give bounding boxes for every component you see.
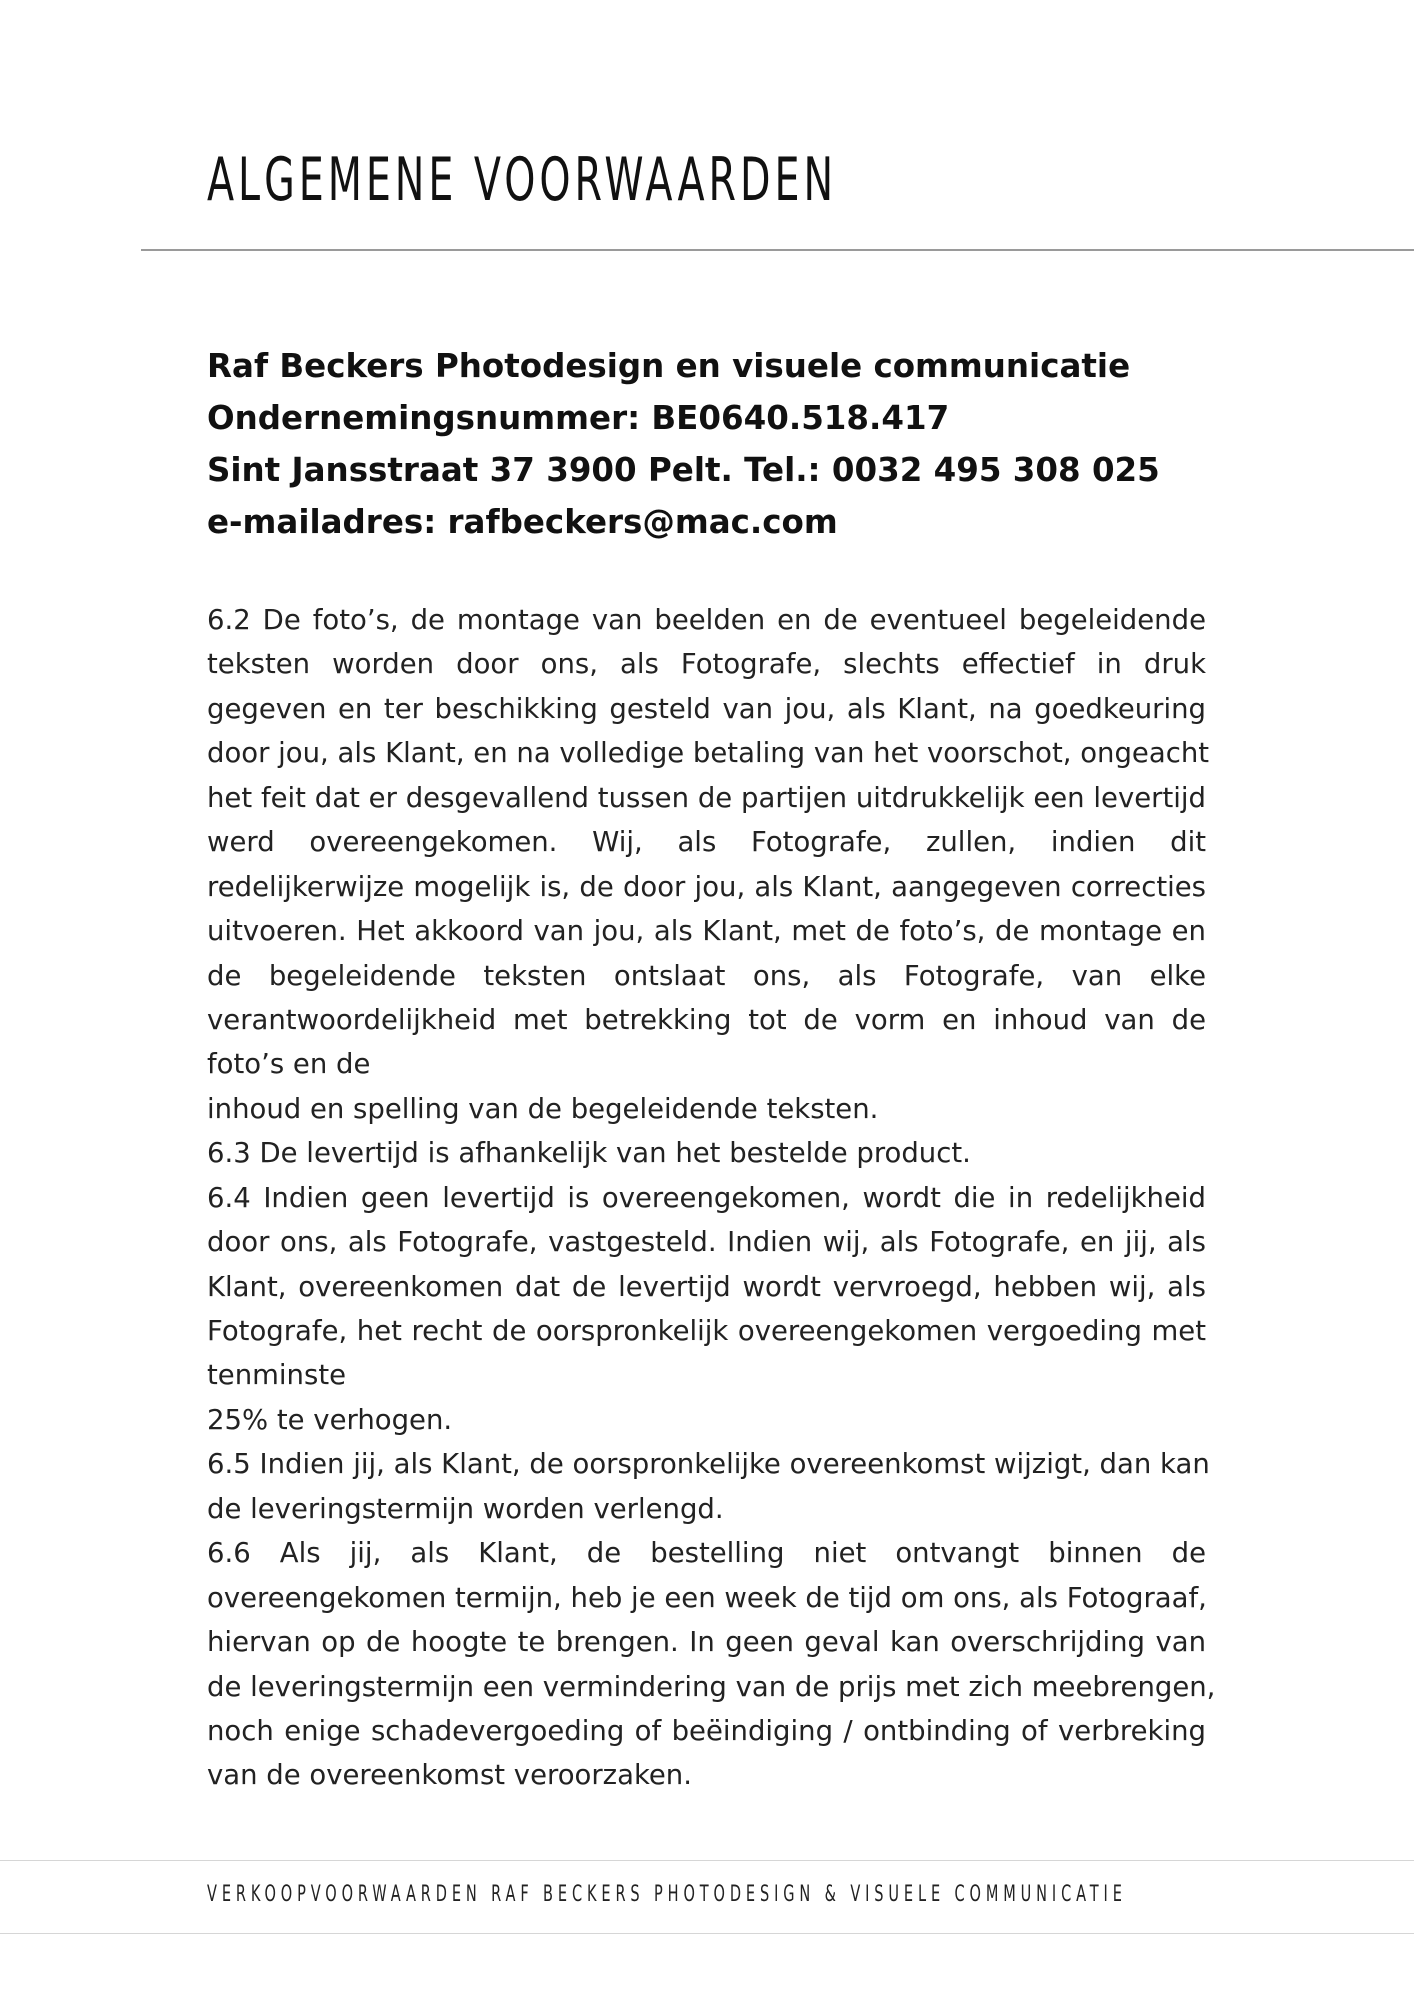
terms-body bbox=[207, 598, 1216, 1798]
company-email: e-mailadres: rafbeckers@mac.com bbox=[207, 503, 838, 541]
company-details bbox=[207, 340, 1207, 548]
body-line: de leveringstermijn worden verlengd. bbox=[207, 1492, 724, 1525]
body-line: het feit dat er desgevallend tussen de partijen uitdrukkelijk een levertijd bbox=[207, 781, 1206, 814]
footer-text: VERKOOPVOORWAARDEN RAF BECKERS PHOTODESIGN & VISUELE COMMUNICATIE bbox=[207, 1882, 1127, 1907]
body-line: hiervan op de hoogte te brengen. In geen geval kan overschrijding van bbox=[207, 1626, 1206, 1659]
body-line: van de overeenkomst veroorzaken. bbox=[207, 1759, 692, 1792]
body-line: 6.4 Indien geen levertijd is overeengekomen, wordt die in redelijkheid bbox=[207, 1181, 1206, 1214]
body-line: 6.6 Als jij, als Klant, de bestelling niet ontvangt binnen de bbox=[207, 1537, 1206, 1570]
body-line: 6.3 De levertijd is afhankelijk van het bestelde product. bbox=[207, 1137, 971, 1170]
body-line: Fotografe, het recht de oorspronkelijk overeengekomen vergoeding met bbox=[207, 1315, 1206, 1347]
body-line: verantwoordelijkheid met betrekking tot de vorm en inhoud van de bbox=[207, 1003, 1206, 1036]
company-name: Raf Beckers Photodesign en visuele communicatie bbox=[207, 347, 1131, 385]
body-line: de begeleidende teksten ontslaat ons, als Fotografe, van elke bbox=[207, 959, 1206, 992]
body-line: 6.5 Indien jij, als Klant, de oorspronkelijke overeenkomst wijzigt, dan kan bbox=[207, 1448, 1210, 1481]
footer-divider-top bbox=[0, 1860, 1414, 1861]
body-line: 25% te verhogen. bbox=[207, 1403, 453, 1436]
company-registration-number: Ondernemingsnummer: BE0640.518.417 bbox=[207, 399, 950, 437]
body-line: werd overeengekomen. Wij, als Fotografe, zullen, indien dit bbox=[207, 826, 1206, 859]
document-title: ALGEMENE VOORWAARDEN bbox=[207, 145, 838, 215]
body-line: overeengekomen termijn, heb je een week de tijd om ons, als Fotograaf, bbox=[207, 1581, 1207, 1614]
body-line: 6.2 De foto’s, de montage van beelden en de eventueel begeleidende bbox=[207, 604, 1206, 636]
body-line: inhoud en spelling van de begeleidende teksten. bbox=[207, 1092, 879, 1125]
title-divider bbox=[141, 249, 1414, 251]
company-address-phone: Sint Jansstraat 37 3900 Pelt. Tel.: 0032 495 308 025 bbox=[207, 451, 1160, 489]
body-line: tenminste bbox=[207, 1359, 347, 1392]
footer-divider-bottom bbox=[0, 1933, 1414, 1934]
body-line: Klant, overeenkomen dat de levertijd wordt vervroegd, hebben wij, als bbox=[207, 1270, 1206, 1303]
body-line: de leveringstermijn een vermindering van de prijs met zich meebrengen, bbox=[207, 1670, 1216, 1703]
body-line: teksten worden door ons, als Fotografe, slechts effectief in druk bbox=[207, 648, 1206, 681]
body-line: uitvoeren. Het akkoord van jou, als Klant, met de foto’s, de montage en bbox=[207, 915, 1206, 948]
body-line: door jou, als Klant, en na volledige betaling van het voorschot, ongeacht bbox=[207, 737, 1210, 770]
body-line: foto’s en de bbox=[207, 1048, 371, 1081]
body-line: redelijkerwijze mogelijk is, de door jou, als Klant, aangegeven correcties bbox=[207, 870, 1206, 903]
body-line: gegeven en ter beschikking gesteld van jou, als Klant, na goedkeuring bbox=[207, 692, 1206, 725]
body-line: door ons, als Fotografe, vastgesteld. Indien wij, als Fotografe, en jij, als bbox=[207, 1226, 1206, 1259]
body-line: noch enige schadevergoeding of beëindiging / ontbinding of verbreking bbox=[207, 1714, 1206, 1747]
